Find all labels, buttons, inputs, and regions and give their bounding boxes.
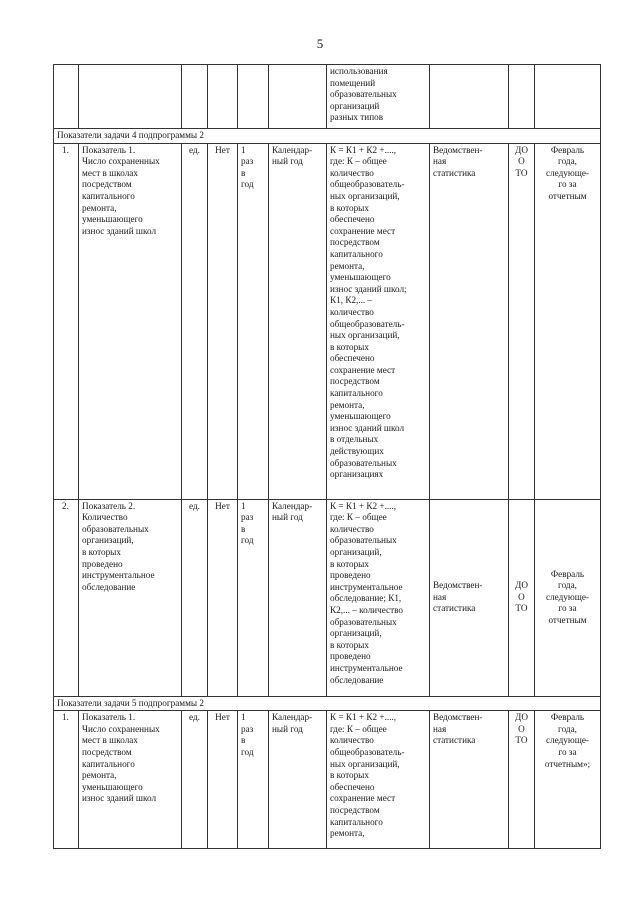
indicator-name [79, 499, 182, 696]
text-line: год [241, 179, 254, 190]
text-line: посредством [82, 746, 132, 757]
deadline-cell [535, 143, 601, 499]
text-line: в [241, 735, 246, 746]
period-cell [269, 143, 327, 499]
text-line: следующе- [546, 591, 589, 602]
section-header-row [54, 696, 601, 711]
text-line: посредством [330, 376, 380, 387]
text-line: года, [558, 723, 577, 734]
text-line: 1 [241, 712, 246, 723]
source-cell [430, 711, 509, 849]
text-line: образовательных [330, 616, 397, 627]
text-line: износ зданий школ; [330, 283, 407, 294]
page-number: 5 [316, 36, 324, 51]
text-line: обследование [330, 674, 384, 685]
text-line: мест в школах [82, 735, 138, 746]
text-line: К2,... – количество [330, 604, 403, 615]
text-line: К = К1 + К2 +...., [330, 712, 397, 723]
text-line: О [518, 723, 525, 734]
text-line: Показатель 2. [82, 500, 136, 511]
text-line: 1 [241, 500, 246, 511]
text-line: уменьшающего [82, 781, 143, 792]
text-line: ных организаций, [330, 330, 400, 341]
text-line: К = К1 + К2 +...., [330, 144, 397, 155]
text-line: Ведомствен- [433, 144, 483, 155]
unit-cell: ед. [182, 711, 208, 849]
text-line: проведено [330, 570, 371, 581]
text-line: ДО [515, 712, 528, 723]
text-line: уменьшающего [330, 272, 391, 283]
text-line: где: К – общее [330, 512, 387, 523]
text-line: капитального [330, 248, 383, 259]
text-line: количество [330, 306, 374, 317]
text-line: сохранение мест [330, 793, 396, 804]
text-line: образовательных [330, 535, 397, 546]
source-cell [430, 499, 509, 696]
text-line: ремонта, [330, 828, 365, 839]
text-line: год [241, 535, 254, 546]
text-line: в [241, 523, 246, 534]
text-line: организаций, [330, 628, 382, 639]
text-line: образовательных [82, 523, 149, 534]
frequency-cell [238, 143, 269, 499]
text-line: обследование; К1, [330, 593, 402, 604]
text-line: в которых [330, 770, 369, 781]
indicator-name [79, 143, 182, 499]
text-line: отчетным»; [544, 758, 591, 769]
text-line: инструментальное [330, 662, 403, 673]
deadline-cell [535, 711, 601, 849]
unit-cell: ед. [182, 143, 208, 499]
table-row [54, 143, 601, 499]
text-line: Календар- [272, 144, 313, 155]
text-line: ТО [515, 167, 528, 178]
text-line: использования [330, 66, 388, 76]
table-row [54, 499, 601, 696]
text-line: Показатель 1. [82, 144, 136, 155]
period-cell [269, 499, 327, 696]
text-line: отчетным [548, 190, 587, 201]
text-line: ный год [272, 723, 303, 734]
deadline-cell [535, 499, 601, 696]
flag-cell: Нет [208, 499, 238, 696]
indicator-name [79, 711, 182, 849]
text-line: организаций [330, 100, 380, 111]
text-line: капитального [330, 388, 383, 399]
frequency-cell [238, 499, 269, 696]
text-line: Число сохраненных [82, 156, 160, 167]
text-line: где: К – общее [330, 723, 387, 734]
text-line: ТО [515, 735, 528, 746]
text-line: обеспечено [330, 353, 375, 364]
section-title: Показатели задачи 4 подпрограммы 2 [54, 129, 601, 144]
text-line: следующе- [546, 167, 589, 178]
text-line: в которых [330, 558, 369, 569]
text-line: О [518, 591, 525, 602]
text-line: ный год [272, 512, 303, 523]
text-line: Календар- [272, 500, 313, 511]
text-line: сохранение мест [330, 364, 396, 375]
text-line: ная [433, 723, 447, 734]
section-header-row [54, 129, 601, 144]
text-line: ремонта, [82, 770, 117, 781]
row-number: 1. [54, 143, 79, 499]
formula-cell [327, 711, 430, 849]
responsible-cell [509, 143, 535, 499]
text-line: К = К1 + К2 +...., [330, 500, 397, 511]
text-line: статистика [433, 603, 476, 614]
text-line: в которых [330, 639, 369, 650]
text-line: года, [558, 156, 577, 167]
text-line: ремонта, [330, 399, 365, 410]
text-line: посредством [82, 179, 132, 190]
text-line: го за [558, 746, 577, 757]
text-line: Февраль [550, 144, 585, 155]
text-line: в [241, 167, 246, 178]
text-line: износ зданий школ [330, 422, 405, 433]
text-line: ремонта, [82, 202, 117, 213]
formula-cell [327, 499, 430, 696]
text-line: раз [241, 512, 254, 523]
unit-cell: ед. [182, 499, 208, 696]
period-cell [269, 711, 327, 849]
text-line: капитального [82, 758, 135, 769]
text-line: организаций, [330, 546, 382, 557]
text-line: отчетным [548, 614, 587, 625]
text-line: износ зданий школ [82, 793, 157, 804]
text-line: Количество [82, 512, 128, 523]
text-line: количество [330, 523, 374, 534]
text-line: капитального [330, 816, 383, 827]
text-line: в которых [330, 341, 369, 352]
text-line: Февраль [550, 712, 585, 723]
text-line: мест в школах [82, 167, 138, 178]
text-line: в отдельных [330, 434, 379, 445]
text-line: О [518, 156, 525, 167]
text-line: количество [330, 167, 374, 178]
row-number: 2. [54, 499, 79, 696]
text-line: го за [558, 603, 577, 614]
responsible-cell [509, 499, 535, 696]
text-line: общеобразователь- [330, 318, 405, 329]
text-line: го за [558, 179, 577, 190]
text-line: ных организаций, [330, 190, 400, 201]
text-line: Календар- [272, 712, 313, 723]
flag-cell: Нет [208, 143, 238, 499]
text-line: уменьшающего [82, 214, 143, 225]
text-line: образовательных [330, 89, 397, 100]
flag-cell: Нет [208, 711, 238, 849]
text-line: где: К – общее [330, 156, 387, 167]
continuation-row [54, 65, 601, 129]
text-line: год [241, 746, 254, 757]
text-line: организаций, [82, 535, 134, 546]
text-line: износ зданий школ [82, 225, 157, 236]
text-line: проведено [330, 651, 371, 662]
text-line: капитального [82, 190, 135, 201]
text-line: действующих [330, 446, 384, 457]
text-line: следующе- [546, 735, 589, 746]
text-line: проведено [82, 558, 123, 569]
text-line: посредством [330, 804, 380, 815]
text-line: раз [241, 156, 254, 167]
text-line: К1, К2,... – [330, 295, 373, 306]
text-line: общеобразователь- [330, 179, 405, 190]
frequency-cell [238, 711, 269, 849]
text-line: помещений [330, 77, 376, 88]
text-line: Ведомствен- [433, 580, 483, 591]
text-line: года, [558, 580, 577, 591]
text-line: обеспечено [330, 781, 375, 792]
text-line: общеобразователь- [330, 746, 405, 757]
text-line: ремонта, [330, 260, 365, 271]
text-line: посредством [330, 237, 380, 248]
source-cell [430, 143, 509, 499]
text-line: инструментальное [82, 570, 155, 581]
text-line: организациях [330, 469, 384, 480]
text-line: ная [433, 156, 447, 167]
responsible-cell [509, 711, 535, 849]
text-line: Число сохраненных [82, 723, 160, 734]
section-title: Показатели задачи 5 подпрограммы 2 [54, 696, 601, 711]
text-line: уменьшающего [330, 411, 391, 422]
text-line: Показатель 1. [82, 712, 136, 723]
text-line: ных организаций, [330, 758, 400, 769]
text-line: статистика [433, 735, 476, 746]
text-line: статистика [433, 167, 476, 178]
row-number: 1. [54, 711, 79, 849]
text-line: Февраль [550, 568, 585, 579]
text-line: в которых [82, 546, 121, 557]
text-line: ДО [515, 580, 528, 591]
text-line: сохранение мест [330, 225, 396, 236]
text-line: ная [433, 591, 447, 602]
text-line: ДО [515, 144, 528, 155]
text-line: количество [330, 735, 374, 746]
text-line: раз [241, 723, 254, 734]
text-line: инструментальное [330, 581, 403, 592]
text-line: Ведомствен- [433, 712, 483, 723]
text-line: разных типов [330, 112, 384, 123]
text-line: 1 [241, 144, 246, 155]
text-line: обследование [82, 581, 136, 592]
formula-cell [327, 143, 430, 499]
text-line: ный год [272, 156, 303, 167]
table-row [54, 711, 601, 849]
text-line: ТО [515, 603, 528, 614]
indicators-table [53, 64, 601, 849]
text-line: в которых [330, 202, 369, 213]
text-line: образовательных [330, 457, 397, 468]
text-line: обеспечено [330, 214, 375, 225]
formula-cell [327, 65, 430, 129]
